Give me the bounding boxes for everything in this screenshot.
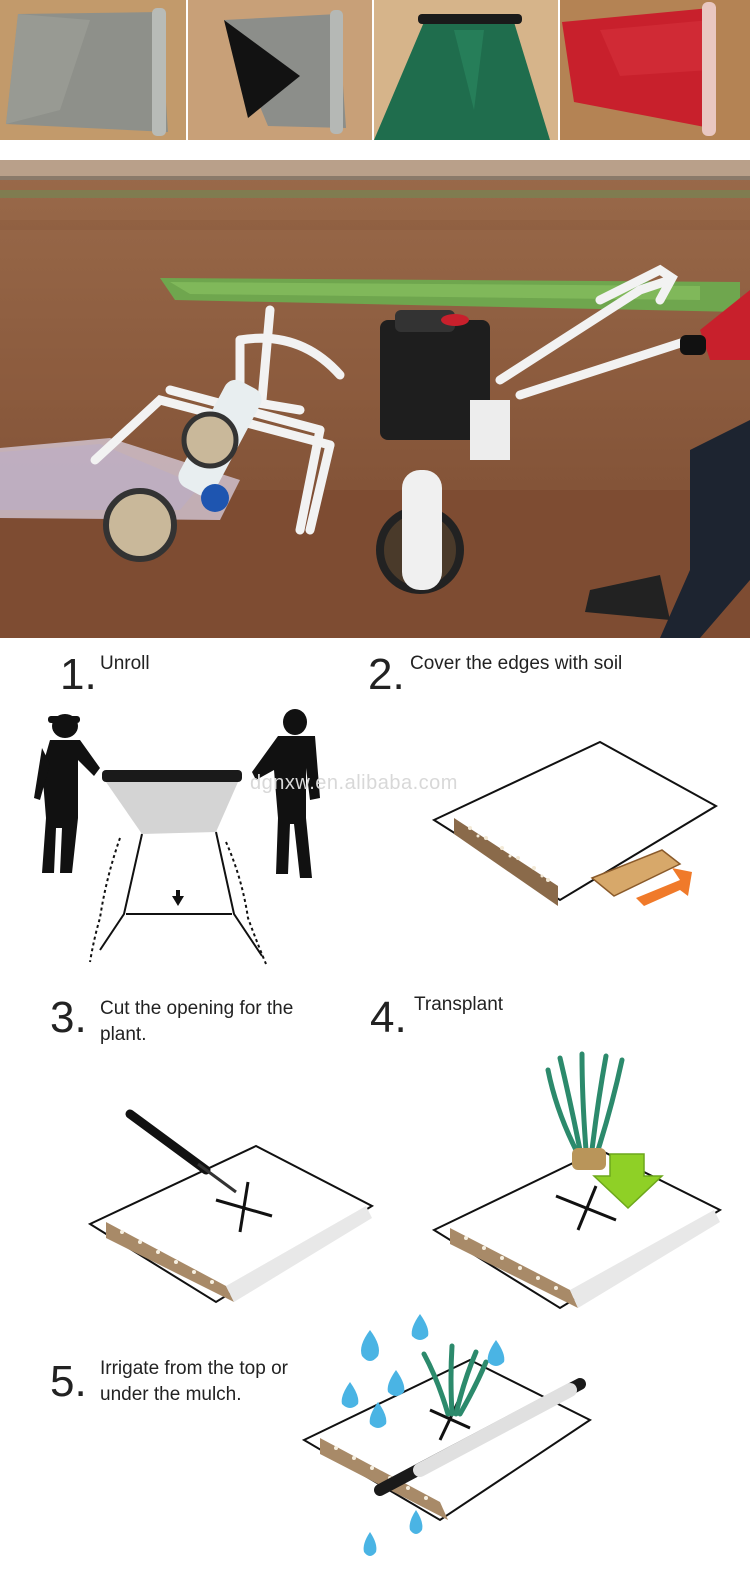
- step-1-number: 1.: [60, 650, 97, 699]
- swatch-black-silver-film: [188, 0, 372, 140]
- swatch-silver-film: [0, 0, 186, 140]
- step-5-title: Irrigate from the top or under the mulch.: [100, 1358, 288, 1405]
- step-3-title: Cut the opening for the plant.: [100, 998, 294, 1045]
- swatch-green-film: [374, 0, 558, 140]
- step-3-number: 3.: [50, 993, 87, 1042]
- step-2-title: Cover the edges with soil: [410, 653, 623, 674]
- field-machine-photo: [0, 160, 750, 638]
- watermark-text: dgnxw.en.alibaba.com: [250, 772, 458, 794]
- person-left-icon: [34, 714, 100, 873]
- product-swatch-strip: [0, 0, 750, 140]
- step-3-illustration: [86, 1106, 376, 1306]
- step-2-number: 2.: [368, 650, 405, 699]
- seedling-icon: [548, 1054, 622, 1150]
- swatch-red-film: [560, 0, 750, 140]
- step-2-illustration: [430, 740, 720, 920]
- step-5-number: 5.: [50, 1357, 87, 1406]
- step-5-illustration: [290, 1310, 600, 1577]
- step-4-title: Transplant: [414, 994, 504, 1015]
- step-1-illustration: [20, 708, 340, 970]
- step-1-title: Unroll: [100, 653, 150, 674]
- step-4-illustration: [430, 1050, 730, 1310]
- step-4-number: 4.: [370, 993, 407, 1042]
